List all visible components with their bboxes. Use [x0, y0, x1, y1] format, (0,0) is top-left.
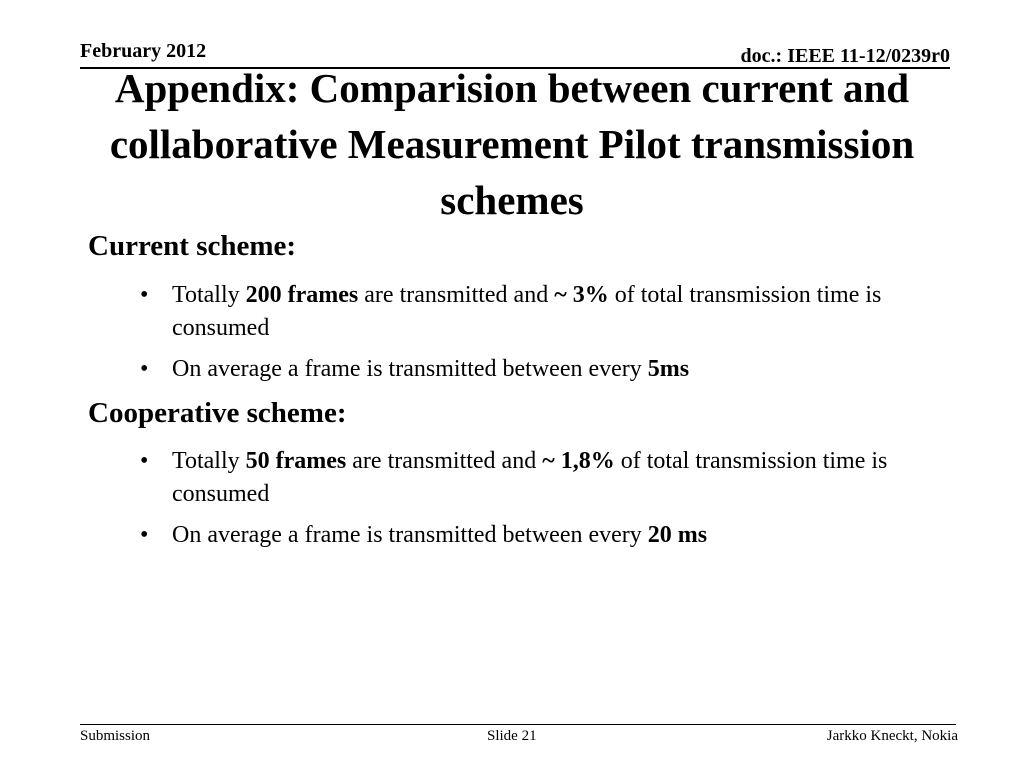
bullet-text: [172, 445, 960, 511]
header-date: February 2012: [80, 40, 207, 62]
bullet-text: [172, 519, 960, 552]
bullet-cooperative-frames: [140, 445, 960, 511]
bullet-text-emphasis: ~ 1,8%: [542, 448, 615, 474]
bullet-marker: •: [140, 522, 149, 548]
bullet-text-part: are transmitted and: [358, 282, 555, 308]
bullet-current-interval: [140, 353, 960, 386]
bullet-text-emphasis: 20 ms: [647, 522, 708, 548]
section-heading-current: Current scheme:: [88, 230, 297, 262]
bullet-text-part: of total transmission time is consumed: [172, 282, 882, 341]
header-doc-id: doc.: IEEE 11-12/0239r0: [740, 45, 950, 67]
footer-author: Jarkko Kneckt, Nokia: [826, 728, 958, 744]
bullet-marker: •: [140, 282, 149, 308]
slide-title: Appendix: Comparision between current and collaborative Measurement Pilot transmission schemes: [109, 65, 915, 223]
bullet-text-emphasis: 50 frames: [245, 448, 347, 474]
bullet-cooperative-interval: [140, 519, 960, 552]
bullet-text-part: Totally: [172, 282, 246, 308]
bullet-text-part: On average a frame is transmitted between every: [172, 356, 648, 382]
footer-submission: Submission: [80, 728, 151, 744]
bullet-text-emphasis: 5ms: [647, 356, 690, 382]
bullet-text-emphasis: ~ 3%: [554, 282, 609, 308]
bullet-text: [172, 279, 960, 345]
bullet-text-part: Totally: [172, 448, 246, 474]
bullet-text-emphasis: 200 frames: [245, 282, 359, 308]
bullet-text-part: of total transmission time is consumed: [172, 448, 888, 507]
footer-slide-number: Slide 21: [487, 728, 537, 744]
bullet-current-frames: [140, 279, 960, 345]
bullet-text-part: On average a frame is transmitted between every: [172, 522, 648, 548]
section-heading-cooperative: Cooperative scheme:: [88, 397, 347, 429]
bullet-marker: •: [140, 448, 149, 474]
footer-divider: [80, 724, 956, 725]
bullet-text-part: are transmitted and: [346, 448, 543, 474]
bullet-marker: •: [140, 356, 149, 382]
bullet-text: [172, 353, 960, 386]
